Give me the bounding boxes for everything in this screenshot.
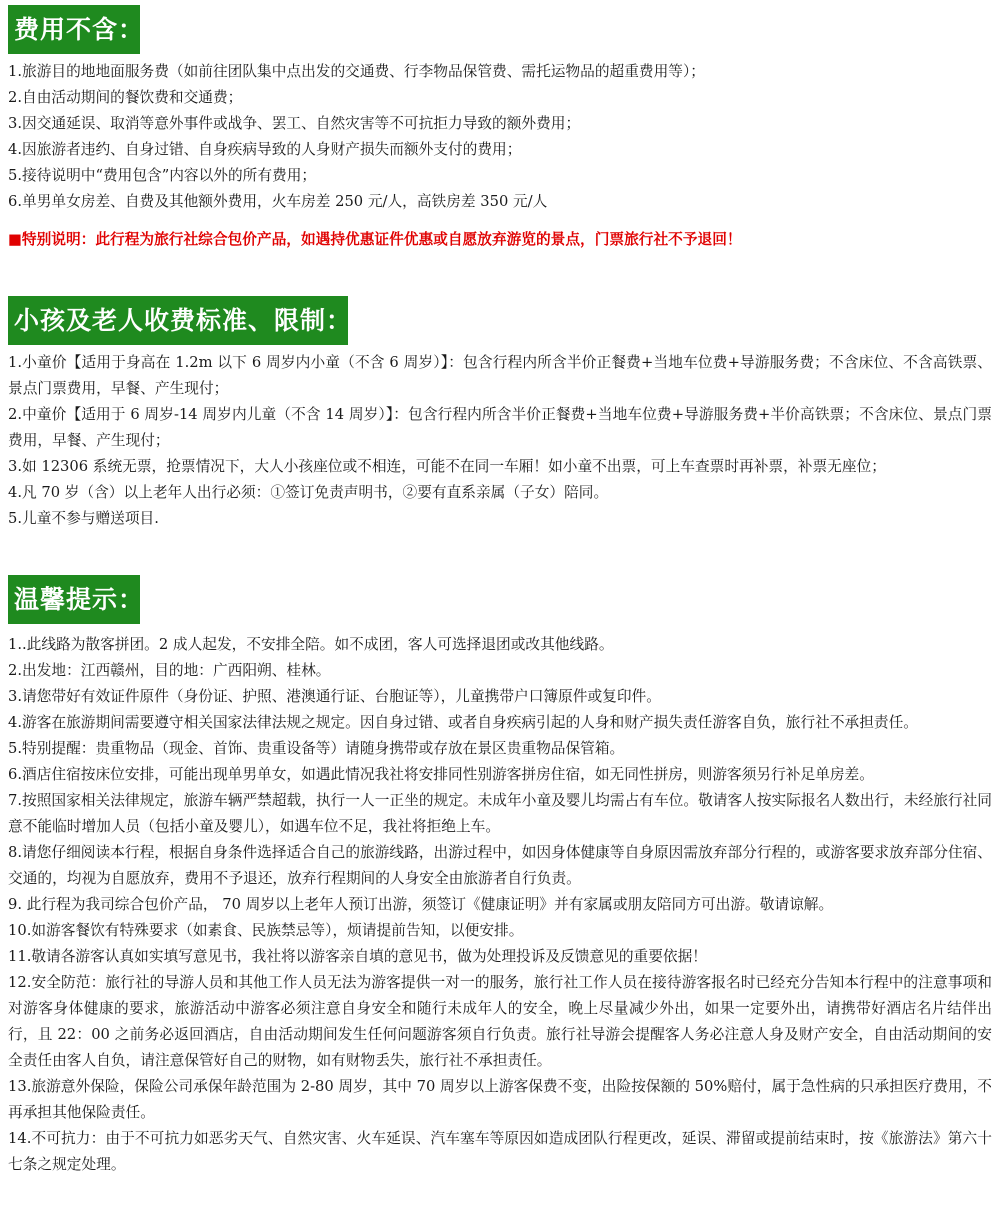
list-item: 5.接待说明中“费用包含”内容以外的所有费用； (8, 167, 317, 184)
list-item: 9. 此行程为我司综合包价产品， 70 周岁以上老年人预订出游，须签订《健康证明》并有家属或朋友陪同方可出游。敬请谅解。 (8, 896, 834, 913)
list-item: 8.请您仔细阅读本行程，根据自身条件选择适合自己的旅游线路，出游过程中，如因身体健康等自身原因需放弃部分行程的，或游客要求放弃部分住宿、交通的，均视为自愿放弃，费用不予退还，放弃行程期间的人身安全由旅游者自行负责。 (8, 844, 992, 887)
list-item: 3.因交通延误、取消等意外事件或战争、罢工、自然灾害等不可抗拒力导致的额外费用； (8, 115, 581, 132)
list-item: 2.出发地：江西赣州，目的地：广西阳朔、桂林。 (8, 662, 331, 679)
list-item: 4.因旅游者违约、自身过错、自身疾病导致的人身财产损失而额外支付的费用； (8, 141, 522, 158)
list-item: 12.安全防范：旅行社的导游人员和其他工作人员无法为游客提供一对一的服务，旅行社工作人员在接待游客报名时已经充分告知本行程中的注意事项和对游客身体健康的要求，旅游活动中游客必须注意自身安全和随行未成年人的安全，晚上尽量减少外出，如果一定要外出，请携带好酒店名片结伴出行，且 22：00 之前务必返回酒店，自由活动期间发生任何问题游客须自行负责。旅行社导游会提醒客人务必注意人身及财产安全，自由活动期间的安全责任由客人自负，请注意保管好自己的财物，如有财物丢失，旅行社不承担责任。 (8, 974, 992, 1069)
list-item: 3.如 12306 系统无票，抢票情况下，大人小孩座位或不相连，可能不在同一车厢！如小童不出票，可上车查票时再补票，补票无座位； (8, 458, 886, 475)
list-item: 10.如游客餐饮有特殊要求（如素食、民族禁忌等），烦请提前告知，以便安排。 (8, 922, 524, 939)
list-item: 13.旅游意外保险，保险公司承保年龄范围为 2-80 周岁，其中 70 周岁以上游客保费不变，出险按保额的 50%赔付，属于急性病的只承担医疗费用，不再承担其他保险责任。 (8, 1078, 992, 1121)
list-item: 1.小童价【适用于身高在 1.2m 以下 6 周岁内小童（不含 6 周岁）】：包含行程内所含半价正餐费+当地车位费+导游服务费；不含床位、不含高铁票、景点门票费用，早餐、产生现付； (8, 354, 992, 397)
list-item: 1..此线路为散客拼团。2 成人起发，不安排全陪。如不成团，客人可选择退团或改其他线路。 (8, 636, 614, 653)
list-item: 4.凡 70 岁（含）以上老年人出行必须：①签订免责声明书，②要有直系亲属（子女）陪同。 (8, 484, 609, 501)
list-item: 4.游客在旅游期间需要遵守相关国家法律法规之规定。因自身过错、或者自身疾病引起的人身和财产损失责任游客自负，旅行社不承担责任。 (8, 714, 918, 731)
special-note: ■特别说明：此行程为旅行社综合包价产品，如遇持优惠证件优惠或自愿放弃游览的景点，门票旅行社不予退回！ (8, 231, 742, 248)
list-item: 5.儿童不参与赠送项目. (8, 510, 159, 527)
section-title-fee-excluded: 费用不含： (8, 5, 140, 54)
list-item: 11.敬请各游客认真如实填写意见书，我社将以游客亲自填的意见书，做为处理投诉及反馈意见的重要依据！ (8, 948, 707, 965)
child-senior-fee-list (8, 350, 992, 532)
list-item: 6.单男单女房差、自费及其他额外费用，火车房差 250 元/人，高铁房差 350 元/人 (8, 193, 548, 210)
tips-list (8, 632, 992, 1178)
list-item: 2.中童价【适用于 6 周岁-14 周岁内儿童（不含 14 周岁）】：包含行程内所含半价正餐费+当地车位费+导游服务费+半价高铁票；不含床位、景点门票费用，早餐、产生现付； (8, 406, 992, 449)
section-title-tips: 温馨提示： (8, 575, 140, 624)
list-item: 14.不可抗力：由于不可抗力如恶劣天气、自然灾害、火车延误、汽车塞车等原因如造成团队行程更改，延误、滞留或提前结束时，按《旅游法》第六十七条之规定处理。 (8, 1130, 992, 1173)
list-item: 2.自由活动期间的餐饮费和交通费； (8, 89, 243, 106)
section-title-child-senior-fees: 小孩及老人收费标准、限制： (8, 296, 348, 345)
list-item: 3.请您带好有效证件原件（身份证、护照、港澳通行证、台胞证等），儿童携带户口簿原件或复印件。 (8, 688, 661, 705)
list-item: 5.特别提醒：贵重物品（现金、首饰、贵重设备等）请随身携带或存放在景区贵重物品保管箱。 (8, 740, 625, 757)
fee-excluded-list (8, 59, 992, 215)
list-item: 7.按照国家相关法律规定，旅游车辆严禁超载，执行一人一正坐的规定。未成年小童及婴儿均需占有车位。敬请客人按实际报名人数出行，未经旅行社同意不能临时增加人员（包括小童及婴儿），如遇车位不足，我社将拒绝上车。 (8, 792, 992, 835)
list-item: 6.酒店住宿按床位安排，可能出现单男单女，如遇此情况我社将安排同性别游客拼房住宿，如无同性拼房，则游客须另行补足单房差。 (8, 766, 874, 783)
list-item: 1.旅游目的地地面服务费（如前往团队集中点出发的交通费、行李物品保管费、需托运物品的超重费用等）； (8, 63, 705, 80)
